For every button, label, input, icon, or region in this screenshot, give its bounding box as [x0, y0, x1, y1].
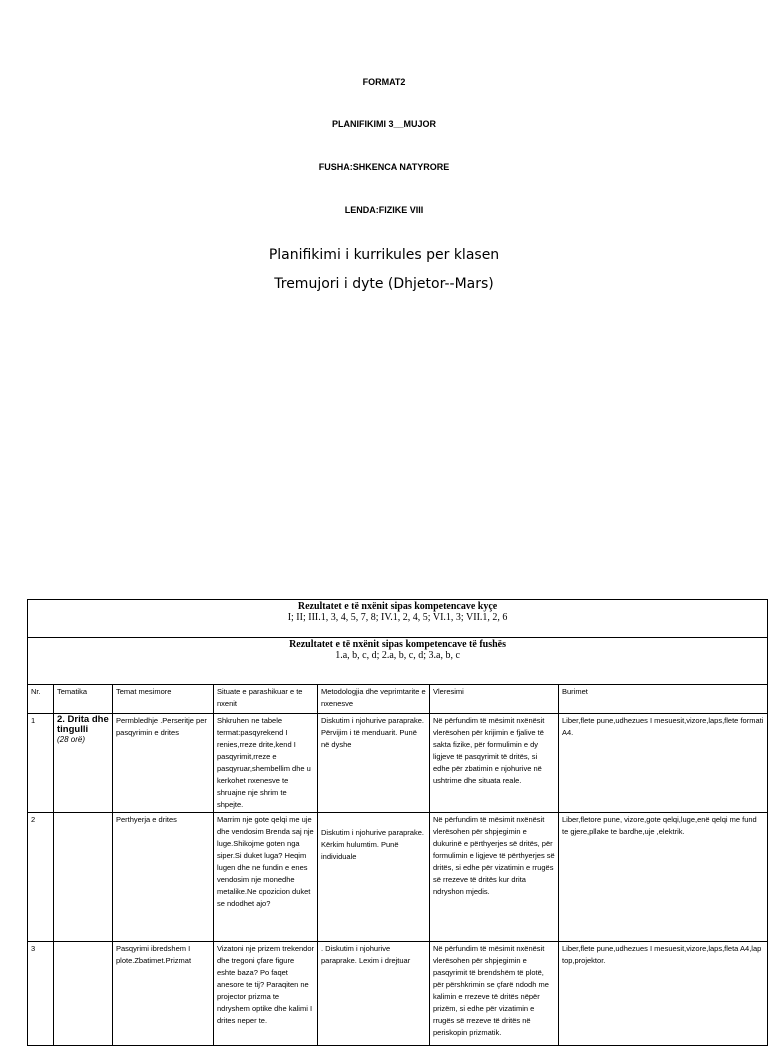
header-nr: Nr.	[28, 685, 54, 714]
row-resources: Liber,fletore pune, vizore,gote qelqi,luge,enë qelqi me fund te gjere,pllake te bardhe,uje ,elektrik.	[559, 813, 768, 942]
document-subtitle: Tremujori i dyte (Dhjetor--Mars)	[274, 276, 494, 292]
row-methodology: . Diskutim i njohurive paraprake. Lexim i drejtuar	[318, 942, 430, 1046]
header-theme: Tematika	[54, 685, 113, 714]
row-nr: 2	[28, 813, 54, 942]
row-methodology: Diskutim i njohurive paraprake. Kërkim hulumtim. Punë individuale	[318, 813, 430, 942]
field-competences-values: 1.a, b, c, d; 2.a, b, c, d; 3.a, b, c	[335, 650, 460, 661]
header-assessment: Vleresimi	[430, 685, 559, 714]
key-competences-title: Rezultatet e të nxënit sipas kompetencave kyçe	[297, 601, 498, 612]
row-theme	[54, 942, 113, 1046]
header-situation: Situate e parashikuar e te nxenit	[214, 685, 318, 714]
row-assessment: Në përfundim të mësimit nxënësit vlerësohen për shpjegimin e dukurinë e përthyerjes së dritës, për formulimin e ligjeve të përthyerjes së dritës, si edhe për vizatimin e rrugës së rrezeve të dritës kur drita ndryshon mjedis.	[430, 813, 559, 942]
header-methodology: Metodologjia dhe veprimtarite e nxenesve	[318, 685, 430, 714]
key-competences-values: I; II; III.1, 3, 4, 5, 7, 8; IV.1, 2, 4, 5; VI.1, 3; VII.1, 2, 6	[287, 612, 508, 623]
row-situation: Shkruhen ne tabele termat:pasqyrekend I renies,rreze drite,kend I pasqyrimit,rreze e pasqyruar,shembellim dhe u kerkohet nxenesve te shruajne nje shrim te shpejte.	[214, 714, 318, 813]
row-resources: Liber,flete pune,udhezues I mesuesit,vizore,laps,flete formati A4.	[559, 714, 768, 813]
header-topic: Temat mesimore	[113, 685, 214, 714]
document-title: Planifikimi i kurrikules per klasen	[268, 247, 500, 263]
row-nr: 1	[28, 714, 54, 813]
row-methodology: Diskutim i njohurive paraprake. Përvijim i të menduarit. Punë në dyshe	[318, 714, 430, 813]
row-theme	[54, 813, 113, 942]
row-theme	[54, 714, 113, 813]
row-assessment: Në përfundim të mësimit nxënësit vlerësohen për krijimin e fjalive të sakta fizike, për formulimin e dy ligjeve të pasqyrimit të dritës, si edhe për zbatimin e njohurive në ushtrime dhe situata reale.	[430, 714, 559, 813]
row-situation: Marrim nje gote qelqi me uje dhe vendosim Brenda saj nje luge.Shikojme goten nga siper.Si duket luga? Heqim lugen dhe ne fundin e enes vendosim nje monedhe metalike.Ne cpozicion duket se ndodhet ajo?	[214, 813, 318, 942]
row-topic: Permbledhje .Perseritje per pasqyrimin e drites	[113, 714, 214, 813]
header-resources: Burimet	[559, 685, 768, 714]
format-label: FORMAT2	[362, 77, 406, 87]
row-nr: 3	[28, 942, 54, 1046]
row-resources: Liber,flete pune,udhezues I mesuesit,vizore,laps,fleta A4,lap top,projektor.	[559, 942, 768, 1046]
field-competences-title: Rezultatet e të nxënit sipas kompetencave të fushës	[289, 639, 506, 650]
key-competences-cell	[28, 600, 768, 638]
table-row	[28, 942, 768, 1046]
row-assessment: Në përfundim të mësimit nxënësit vlerësohen për shpjegimin e pasqyrimit të brendshëm të plotë, për përshkrimin se çfarë ndodh me kalimin e rrezeve të dritës nëpër prizëm, si edhe për vizatimin e rrugës së rrezeve të dritës në periskopin prizmatik.	[430, 942, 559, 1046]
field-competences-cell	[28, 638, 768, 685]
row-topic: Perthyerja e drites	[113, 813, 214, 942]
planning-label: PLANIFIKIMI 3__MUJOR	[331, 119, 436, 129]
theme-title: 2. Drita dhe tingulli	[57, 714, 109, 735]
planning-table	[27, 599, 768, 1046]
theme-hours: (28 orë)	[57, 735, 86, 744]
key-competences-row	[28, 600, 768, 638]
row-situation: Vizatoni nje prizem trekendor dhe tregoni çfare figure eshte baza? Po faqet anesore te tij? Paraqiten ne projector prizma te ndryshem optike dhe kalimi I drites neper te.	[214, 942, 318, 1046]
subject-label: LENDA:FIZIKE VIII	[344, 205, 424, 215]
row-topic: Pasqyrimi ibredshem I plote.Zbatimet.Prizmat	[113, 942, 214, 1046]
field-label: FUSHA:SHKENCA NATYRORE	[318, 162, 450, 172]
table-row	[28, 813, 768, 942]
table-row	[28, 714, 768, 813]
table-header-row	[28, 685, 768, 714]
field-competences-row	[28, 638, 768, 685]
